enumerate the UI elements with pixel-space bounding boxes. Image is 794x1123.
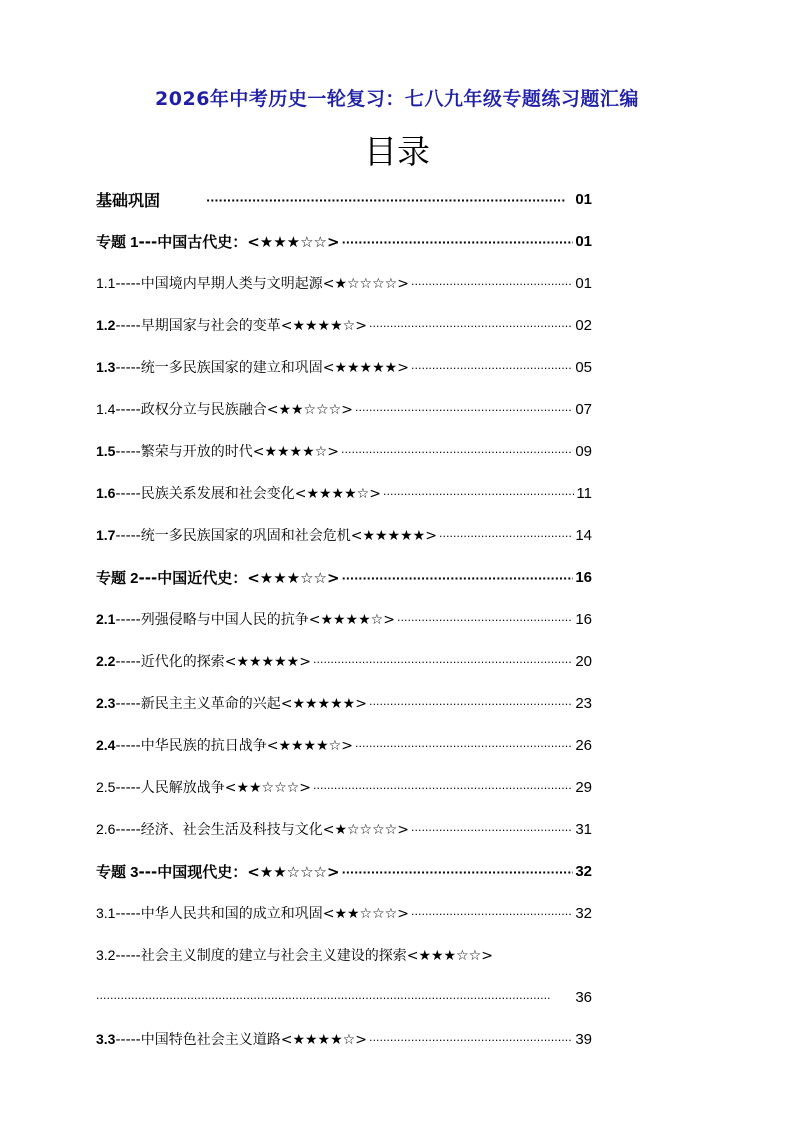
toc-row-2-1[interactable] [96,598,592,640]
toc-entry-title [96,819,409,839]
toc-page-number: 01 [575,190,592,208]
toc-leader-dots [383,489,574,500]
toc-row-1-6[interactable] [96,472,592,514]
toc-leader-dots [397,615,573,626]
toc-entry-label: -----社会主义制度的建立与社会主义建设的探索<★★★☆☆> [115,948,493,964]
toc-entry-title [96,777,311,797]
toc-entry-title [96,735,353,755]
toc-row-1-2[interactable] [96,304,592,346]
toc-row-1-4[interactable] [96,388,592,430]
toc-entry-number: 2.1 [96,611,116,627]
toc-entry-number: 3.2 [96,947,116,963]
toc-entry-label: -----繁荣与开放的时代<★★★★☆> [115,444,339,460]
toc-entry-title [96,231,340,252]
toc-page-number: 20 [575,652,592,670]
toc-leader-dots [439,531,573,542]
toc-leader-dots [369,321,573,332]
toc-leader-dots [411,825,573,836]
toc-row-1-7[interactable] [96,514,592,556]
toc-leader-dots [411,363,573,374]
toc-leader-dots [369,1035,573,1046]
toc-page-number: 09 [575,442,592,460]
toc-entry-number: 1.6 [96,485,116,501]
toc-entry-number: 1.4 [96,401,116,417]
toc-entry-label: -----政权分立与民族融合<★★☆☆☆> [115,402,353,418]
toc-entry-number: 1.1 [96,275,116,291]
toc-row-2-4[interactable] [96,724,592,766]
toc-entry-title [96,567,340,588]
toc-page-number: 36 [575,988,592,1006]
toc-entry-number: 3.1 [96,905,116,921]
toc-leader-dots [355,405,573,416]
toc-leader-dots [313,783,573,794]
toc-entry-number: 专题 3 [96,863,139,881]
toc-entry-number: 专题 1 [96,233,139,251]
toc-page-number: 11 [576,484,592,502]
toc-entry-title [96,441,339,461]
toc-entry-title [96,399,353,419]
toc-entry-title [96,1029,367,1049]
toc-row-2-3[interactable] [96,682,592,724]
toc-entry-number: 1.2 [96,317,116,333]
toc-page-number: 01 [575,232,592,250]
toc-entry-number: 2.2 [96,653,116,669]
toc-entry-title [96,273,409,293]
toc-entry-label: -----统一多民族国家的建立和巩固<★★★★★> [115,360,409,376]
toc-entry-number: 专题 2 [96,569,139,587]
toc-entry-title [96,693,367,713]
table-of-contents [96,178,592,1060]
toc-page-number: 16 [575,610,592,628]
toc-entry-label: -----新民主主义革命的兴起<★★★★★> [115,696,367,712]
toc-entry-label: -----列强侵略与中国人民的抗争<★★★★☆> [115,612,395,628]
toc-entry-number: 3.3 [96,1031,116,1047]
toc-row-3-2-continuation[interactable] [96,976,592,1018]
toc-row-1-3[interactable] [96,346,592,388]
toc-row-2-6[interactable] [96,808,592,850]
toc-entry-title [96,945,493,965]
toc-entry-number: 2.3 [96,695,116,711]
toc-page-number: 07 [575,400,592,418]
toc-row-topic-2[interactable] [96,556,592,598]
toc-page-number: 32 [575,862,592,880]
toc-row-2-2[interactable] [96,640,592,682]
toc-page-number: 29 [575,778,592,796]
toc-entry-title [96,651,311,671]
toc-entry-title [96,315,367,335]
document-title: 2026年中考历史一轮复习：七八九年级专题练习题汇编 [155,88,639,110]
toc-entry-label: ---中国近代史：<★★★☆☆> [138,568,340,587]
toc-row-3-1[interactable] [96,892,592,934]
toc-leader-dots [206,195,566,206]
toc-entry-label: ---中国古代史：<★★★☆☆> [138,232,340,251]
toc-entry-title [96,483,381,503]
toc-row-basic[interactable] [96,178,592,220]
toc-entry-number: 1.3 [96,359,116,375]
toc-leader-dots [369,699,573,710]
toc-page-number: 02 [575,316,592,334]
toc-leader-dots [342,237,574,248]
toc-entry-title [96,525,437,545]
toc-entry-label: -----人民解放战争<★★☆☆☆> [115,780,311,796]
toc-entry-label: -----早期国家与社会的变革<★★★★☆> [115,318,367,334]
toc-heading: 目录 [364,132,430,171]
toc-entry-title [96,903,409,923]
toc-page-number: 05 [575,358,592,376]
toc-page-number: 01 [575,274,592,292]
toc-leader-dots [355,741,573,752]
toc-entry-number: 2.6 [96,821,116,837]
toc-page-number: 26 [575,736,592,754]
toc-entry-label: -----中华人民共和国的成立和巩固<★★☆☆☆> [115,906,409,922]
toc-entry-label: -----统一多民族国家的巩固和社会危机<★★★★★> [115,528,437,544]
toc-entry-label: -----民族关系发展和社会变化<★★★★☆> [115,486,381,502]
toc-row-3-3[interactable] [96,1018,592,1060]
toc-row-topic-1[interactable] [96,220,592,262]
toc-row-2-5[interactable] [96,766,592,808]
toc-entry-label: -----经济、社会生活及科技与文化<★☆☆☆☆> [115,822,409,838]
toc-entry-number: 1.5 [96,443,116,459]
toc-entry-number: 2.4 [96,737,116,753]
toc-page-number: 16 [575,568,592,586]
toc-entry-label: -----近代化的探索<★★★★★> [115,654,311,670]
toc-page-number: 14 [575,526,592,544]
toc-entry-number: 2.5 [96,779,116,795]
toc-entry-title [96,357,409,377]
toc-leader-dots [411,279,573,290]
toc-entry-title: 基础巩固 [96,190,161,210]
toc-entry-title [96,861,340,882]
toc-leader-dots [411,909,573,920]
toc-entry-title [96,609,395,629]
toc-row-1-5[interactable] [96,430,592,472]
toc-leader-dots [313,657,573,668]
toc-entry-label: ---中国现代史：<★★☆☆☆> [138,862,340,881]
toc-page-number: 32 [575,904,592,922]
toc-leader-dots [96,993,573,1004]
toc-row-topic-3[interactable] [96,850,592,892]
toc-page-number: 39 [575,1030,592,1048]
toc-entry-number: 1.7 [96,527,116,543]
toc-page-number: 23 [575,694,592,712]
toc-leader-dots [342,573,574,584]
toc-leader-dots [341,447,573,458]
toc-row-1-1[interactable] [96,262,592,304]
toc-entry-label: -----中国特色社会主义道路<★★★★☆> [115,1032,367,1048]
toc-page-number: 31 [575,820,592,838]
toc-entry-label: -----中国境内早期人类与文明起源<★☆☆☆☆> [115,276,409,292]
toc-leader-dots [342,867,574,878]
toc-row-3-2[interactable] [96,934,592,976]
toc-entry-label: -----中华民族的抗日战争<★★★★☆> [115,738,353,754]
